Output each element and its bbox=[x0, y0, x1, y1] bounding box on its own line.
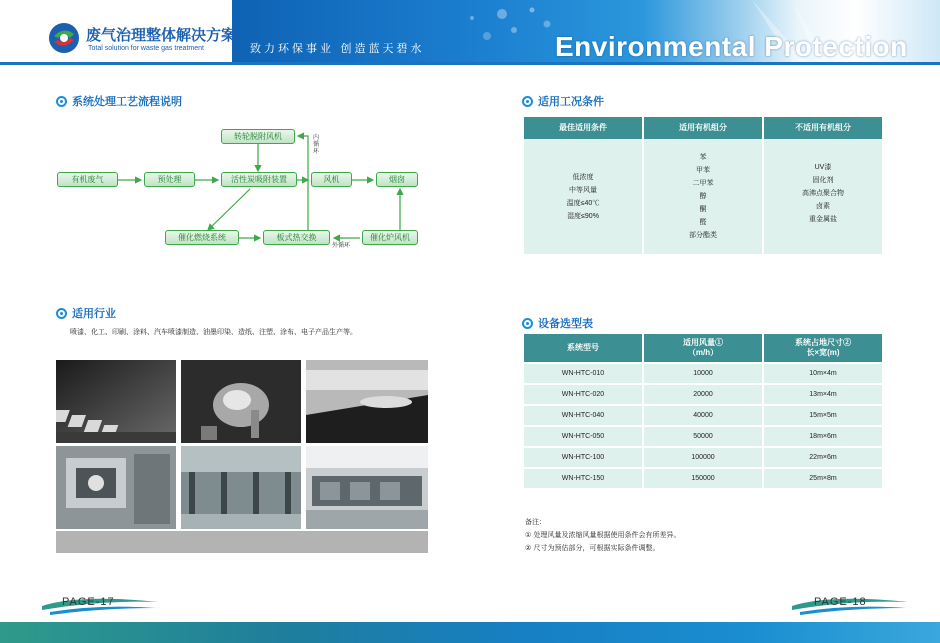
industry-description: 喷漆、化工、印刷、涂料、汽车喷漆制造、油墨印染、造纸、注塑、涂布、电子产品生产等。 bbox=[70, 328, 357, 336]
conditions-best-cell bbox=[524, 139, 642, 254]
condition-item: 中等风量 bbox=[569, 186, 597, 194]
flow-node-chimney: 烟囱 bbox=[376, 172, 418, 187]
airflow-cell: 100000 bbox=[644, 446, 762, 467]
photo-caption-strip bbox=[56, 531, 428, 553]
company-logo-icon bbox=[48, 22, 80, 54]
conditions-heading-text: 适用工况条件 bbox=[538, 95, 604, 108]
header-title: Environmental Protection bbox=[555, 31, 908, 62]
selection-col-footprint: 系统占地尺寸② 长×宽(m) bbox=[764, 334, 882, 362]
table-row bbox=[524, 425, 882, 446]
condition-item: 湿度≤90% bbox=[567, 212, 599, 220]
airflow-cell: 40000 bbox=[644, 404, 762, 425]
notes-title: 备注： bbox=[525, 518, 546, 526]
flow-node-waste-gas: 有机废气 bbox=[57, 172, 118, 187]
model-cell: WN-HTC-050 bbox=[524, 425, 642, 446]
section-bullet-icon bbox=[56, 96, 67, 107]
note-item: ① 处理风量及浓缩风量根据使用条件会有所差异。 bbox=[525, 531, 681, 539]
header-slogan: 致力环保事业 创造蓝天碧水 bbox=[250, 42, 425, 55]
airflow-cell: 50000 bbox=[644, 425, 762, 446]
footprint-cell: 10m×4m bbox=[764, 362, 882, 383]
process-heading bbox=[56, 93, 182, 109]
flow-node-pretreatment: 预处理 bbox=[144, 172, 195, 187]
model-cell: WN-HTC-150 bbox=[524, 467, 642, 488]
table-row bbox=[524, 467, 882, 488]
industry-heading-text: 适用行业 bbox=[72, 307, 116, 320]
model-cell: WN-HTC-010 bbox=[524, 362, 642, 383]
unsuitable-item: 固化剂 bbox=[812, 177, 834, 184]
suitable-item: 苯 bbox=[699, 154, 707, 161]
industry-heading bbox=[56, 305, 116, 321]
flow-label-inner-loop: 内 循 环 bbox=[313, 134, 320, 155]
page-number-left: PAGE-17 bbox=[62, 596, 115, 608]
unsuitable-item: 卤素 bbox=[816, 203, 830, 210]
condition-item: 温度≤40℃ bbox=[566, 199, 600, 207]
photo-machine-interior bbox=[56, 446, 176, 529]
selection-heading-text: 设备选型表 bbox=[538, 317, 593, 330]
brand-name-en: Total solution for waste gas treatment bbox=[88, 45, 204, 52]
footprint-cell: 15m×5m bbox=[764, 404, 882, 425]
selection-heading bbox=[522, 315, 593, 331]
conditions-unsuitable-cell bbox=[764, 139, 882, 254]
suitable-item: 醛 bbox=[699, 219, 707, 226]
model-cell: WN-HTC-100 bbox=[524, 446, 642, 467]
table-row bbox=[524, 404, 882, 425]
suitable-item: 二甲苯 bbox=[692, 180, 714, 187]
photo-factory-hall bbox=[181, 446, 301, 529]
selection-col-model: 系统型号 bbox=[524, 334, 642, 362]
conditions-suitable-cell bbox=[644, 139, 762, 254]
model-cell: WN-HTC-040 bbox=[524, 404, 642, 425]
process-heading-text: 系统处理工艺流程说明 bbox=[72, 95, 182, 108]
conditions-col-suitable: 适用有机组分 bbox=[644, 117, 762, 139]
conditions-heading bbox=[522, 93, 604, 109]
table-row bbox=[524, 362, 882, 383]
model-cell: WN-HTC-020 bbox=[524, 383, 642, 404]
flow-node-heat-exchanger: 板式热交换 bbox=[263, 230, 330, 245]
conditions-col-best: 最佳适用条件 bbox=[524, 117, 642, 139]
condition-item: 低浓度 bbox=[572, 173, 594, 181]
selection-table bbox=[522, 334, 884, 488]
section-bullet-icon bbox=[522, 96, 533, 107]
photo-spray-gun bbox=[181, 360, 301, 443]
suitable-item: 酮 bbox=[699, 206, 707, 213]
flow-label-outer-loop: 外循环 bbox=[332, 242, 351, 249]
table-row bbox=[524, 446, 882, 467]
photo-factory-conveyor bbox=[56, 360, 176, 443]
airflow-cell: 10000 bbox=[644, 362, 762, 383]
section-bullet-icon bbox=[522, 318, 533, 329]
brand-name-cn: 废气治理整体解决方案 bbox=[86, 26, 237, 44]
conditions-col-unsuitable: 不适用有机组分 bbox=[764, 117, 882, 139]
footer-band bbox=[0, 622, 940, 643]
suitable-item: 醇 bbox=[699, 193, 707, 200]
unsuitable-item: 高沸点聚合物 bbox=[802, 190, 844, 197]
suitable-item: 甲苯 bbox=[696, 167, 710, 174]
footprint-cell: 22m×6m bbox=[764, 446, 882, 467]
airflow-cell: 20000 bbox=[644, 383, 762, 404]
flow-node-adsorber: 活性炭吸附装置 bbox=[221, 172, 297, 187]
flow-node-furnace-fan: 催化炉风机 bbox=[362, 230, 418, 245]
section-bullet-icon bbox=[56, 308, 67, 319]
flow-node-catalytic: 催化燃烧系统 bbox=[165, 230, 239, 245]
note-item: ② 尺寸为预估部分，可根据实际条件调整。 bbox=[525, 544, 660, 552]
airflow-cell: 150000 bbox=[644, 467, 762, 488]
page-number-right: PAGE-18 bbox=[814, 596, 867, 608]
page-header bbox=[0, 0, 940, 62]
footprint-cell: 18m×6m bbox=[764, 425, 882, 446]
conditions-table bbox=[522, 117, 884, 254]
flow-node-fan: 风机 bbox=[311, 172, 352, 187]
notes bbox=[525, 516, 681, 555]
footprint-cell: 13m×4m bbox=[764, 383, 882, 404]
suitable-item: 部分酯类 bbox=[689, 232, 717, 239]
table-row bbox=[524, 383, 882, 404]
footprint-cell: 25m×8m bbox=[764, 467, 882, 488]
selection-col-airflow: 适用风量① （m/h） bbox=[644, 334, 762, 362]
flow-node-rotor-fan: 转轮脱附风机 bbox=[221, 129, 295, 144]
photo-processing-line bbox=[306, 446, 428, 529]
unsuitable-item: UV漆 bbox=[814, 164, 832, 171]
photo-machine-roller bbox=[306, 360, 428, 443]
unsuitable-item: 重金属盐 bbox=[809, 216, 837, 223]
